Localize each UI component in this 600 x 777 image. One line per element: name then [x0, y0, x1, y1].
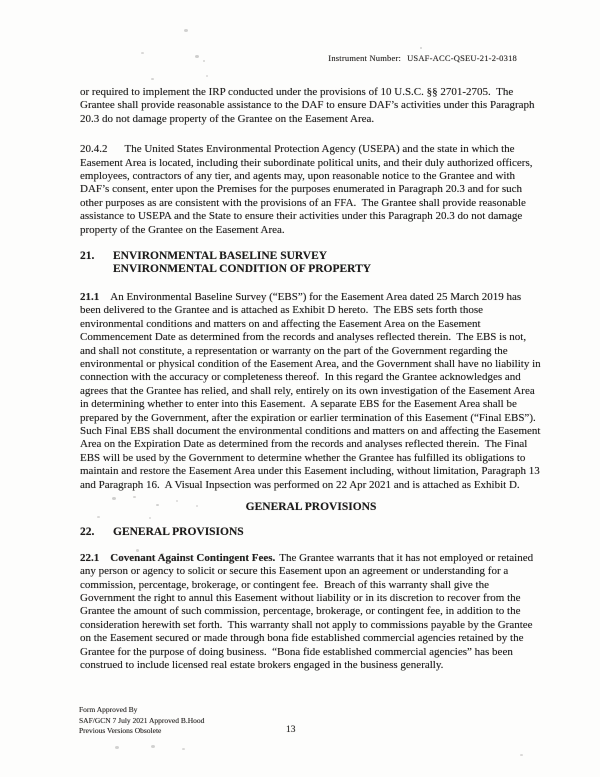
section-21-heading: [80, 250, 542, 277]
form-approval-footer: [79, 705, 204, 737]
paragraph-22-1-title: Covenant Against Contingent Fees.: [110, 551, 276, 564]
section-21-number: 21.: [80, 250, 95, 263]
section-22-heading: [80, 526, 542, 539]
paragraph-22-1: [80, 552, 542, 673]
instrument-number-value: USAF-ACC-QSEU-21-2-0318: [407, 53, 517, 63]
paragraph-20-4-2-text: The United States Environmental Protection Agency (USEPA) and the state in which the Easement Area is located, including their subordinate political units, and their duly authorized officers, employees, contractors of any tier, and agents may, upon reasonable notice to the Grantee and with DAF’s consent, enter upon the Premises for the purposes enumerated in Paragraph 20.3 and for such other purposes as are consistent with the provisions of an FFA. The Grantee shall provide reasonable assistance to USEPA and the State to ensure their activities under this Paragraph 20.3 do not damage property of the Grantee on the Easement Area.: [80, 143, 536, 236]
paragraph-20-3-continuation: or required to implement the IRP conducted under the provisions of 10 U.S.C. §§ 2701-2705. The Grantee shall provide reasonable assistance to the DAF to ensure DAF’s activities under this Paragraph 20.3 do not damage property of the Grantee on the Easement Area.: [80, 86, 538, 125]
section-22-number: 22.: [80, 526, 95, 539]
paragraph-20-4-2-number: 20.4.2: [80, 143, 108, 156]
footer-line-2: SAF/GCN 7 July 2021 Approved B.Hood: [79, 715, 205, 725]
section-21-title-line2: ENVIRONMENTAL CONDITION OF PROPERTY: [113, 263, 372, 276]
paragraph-22-1-number: 22.1: [80, 551, 100, 564]
footer-line-3: Previous Versions Obsolete: [79, 726, 162, 736]
paragraph-21-1-text: An Environmental Baseline Survey (“EBS”) for the Easement Area dated 25 March 2019 has been delivered to the Grantee and is attached as Exhibit D hereto. The EBS sets forth those environmental conditions and matters on and affecting the Easement Area on the Easement Commencement Date as determined from the records and analyses reflected therein. The EBS is not, and shall not constitute, a representation or warranty on the part of the Government regarding the environmental or physical condition of the Easement Area, and the Government shall have no liability in connection with the accuracy or completeness thereof. In this regard the Grantee acknowledges and agrees that the Grantee has relied, and shall rely, entirely on its own investigation of the Easement Area in determining whether to enter into this Easement. A separate EBS for the Easement Area shall be prepared by the Government, after the expiration or earlier termination of this Easement (“Final EBS”). Such Final EBS shall document the environmental conditions and matters on and affecting the Easement Area on the Expiration Date as determined from the records and analyses reflected therein. The Final EBS will be used by the Government to determine whether the Grantee has fulfilled its obligations to maintain and restore the Easement Area under this Easement including, without limitation, Paragraph 13 and Paragraph 16. A Visual Inpsection was performed on 22 Apr 2021 and is attached as Exhibit D.: [80, 290, 544, 491]
general-provisions-heading: GENERAL PROVISIONS: [245, 500, 377, 513]
footer-line-1: Form Approved By: [79, 705, 138, 714]
section-21-title-line1: ENVIRONMENTAL BASELINE SURVEY: [113, 250, 328, 263]
instrument-number-line: [328, 53, 517, 63]
paragraph-20-4-2: [80, 143, 542, 237]
page-number: 13: [286, 725, 296, 735]
paragraph-21-1-number: 21.1: [80, 290, 100, 303]
section-22-title: GENERAL PROVISIONS: [113, 526, 244, 539]
document-body: [80, 86, 542, 672]
paragraph-21-1: [80, 291, 542, 492]
paragraph-22-1-text: The Grantee warrants that it has not employed or retained any person or agency to solicit or secure this Easement upon an agreement or understanding for a commission, percentage, brokerage, or contingent fee. Breach of this warranty shall give the Government the right to annul this Easement without liability or in its discretion to recover from the Grantee the amount of such commission, percentage, brokerage, or contingent fee, in addition to the consideration herewith set forth. This warranty shall not apply to commissions payable by the Grantee on the Easement secured or made through bona fide established commercial agencies retained by the Grantee for the purpose of doing business. “Bona fide established commercial agencies” has been construed to include licensed real estate brokers engaged in the business generally.: [80, 551, 536, 672]
instrument-number-label: Instrument Number:: [328, 53, 402, 63]
